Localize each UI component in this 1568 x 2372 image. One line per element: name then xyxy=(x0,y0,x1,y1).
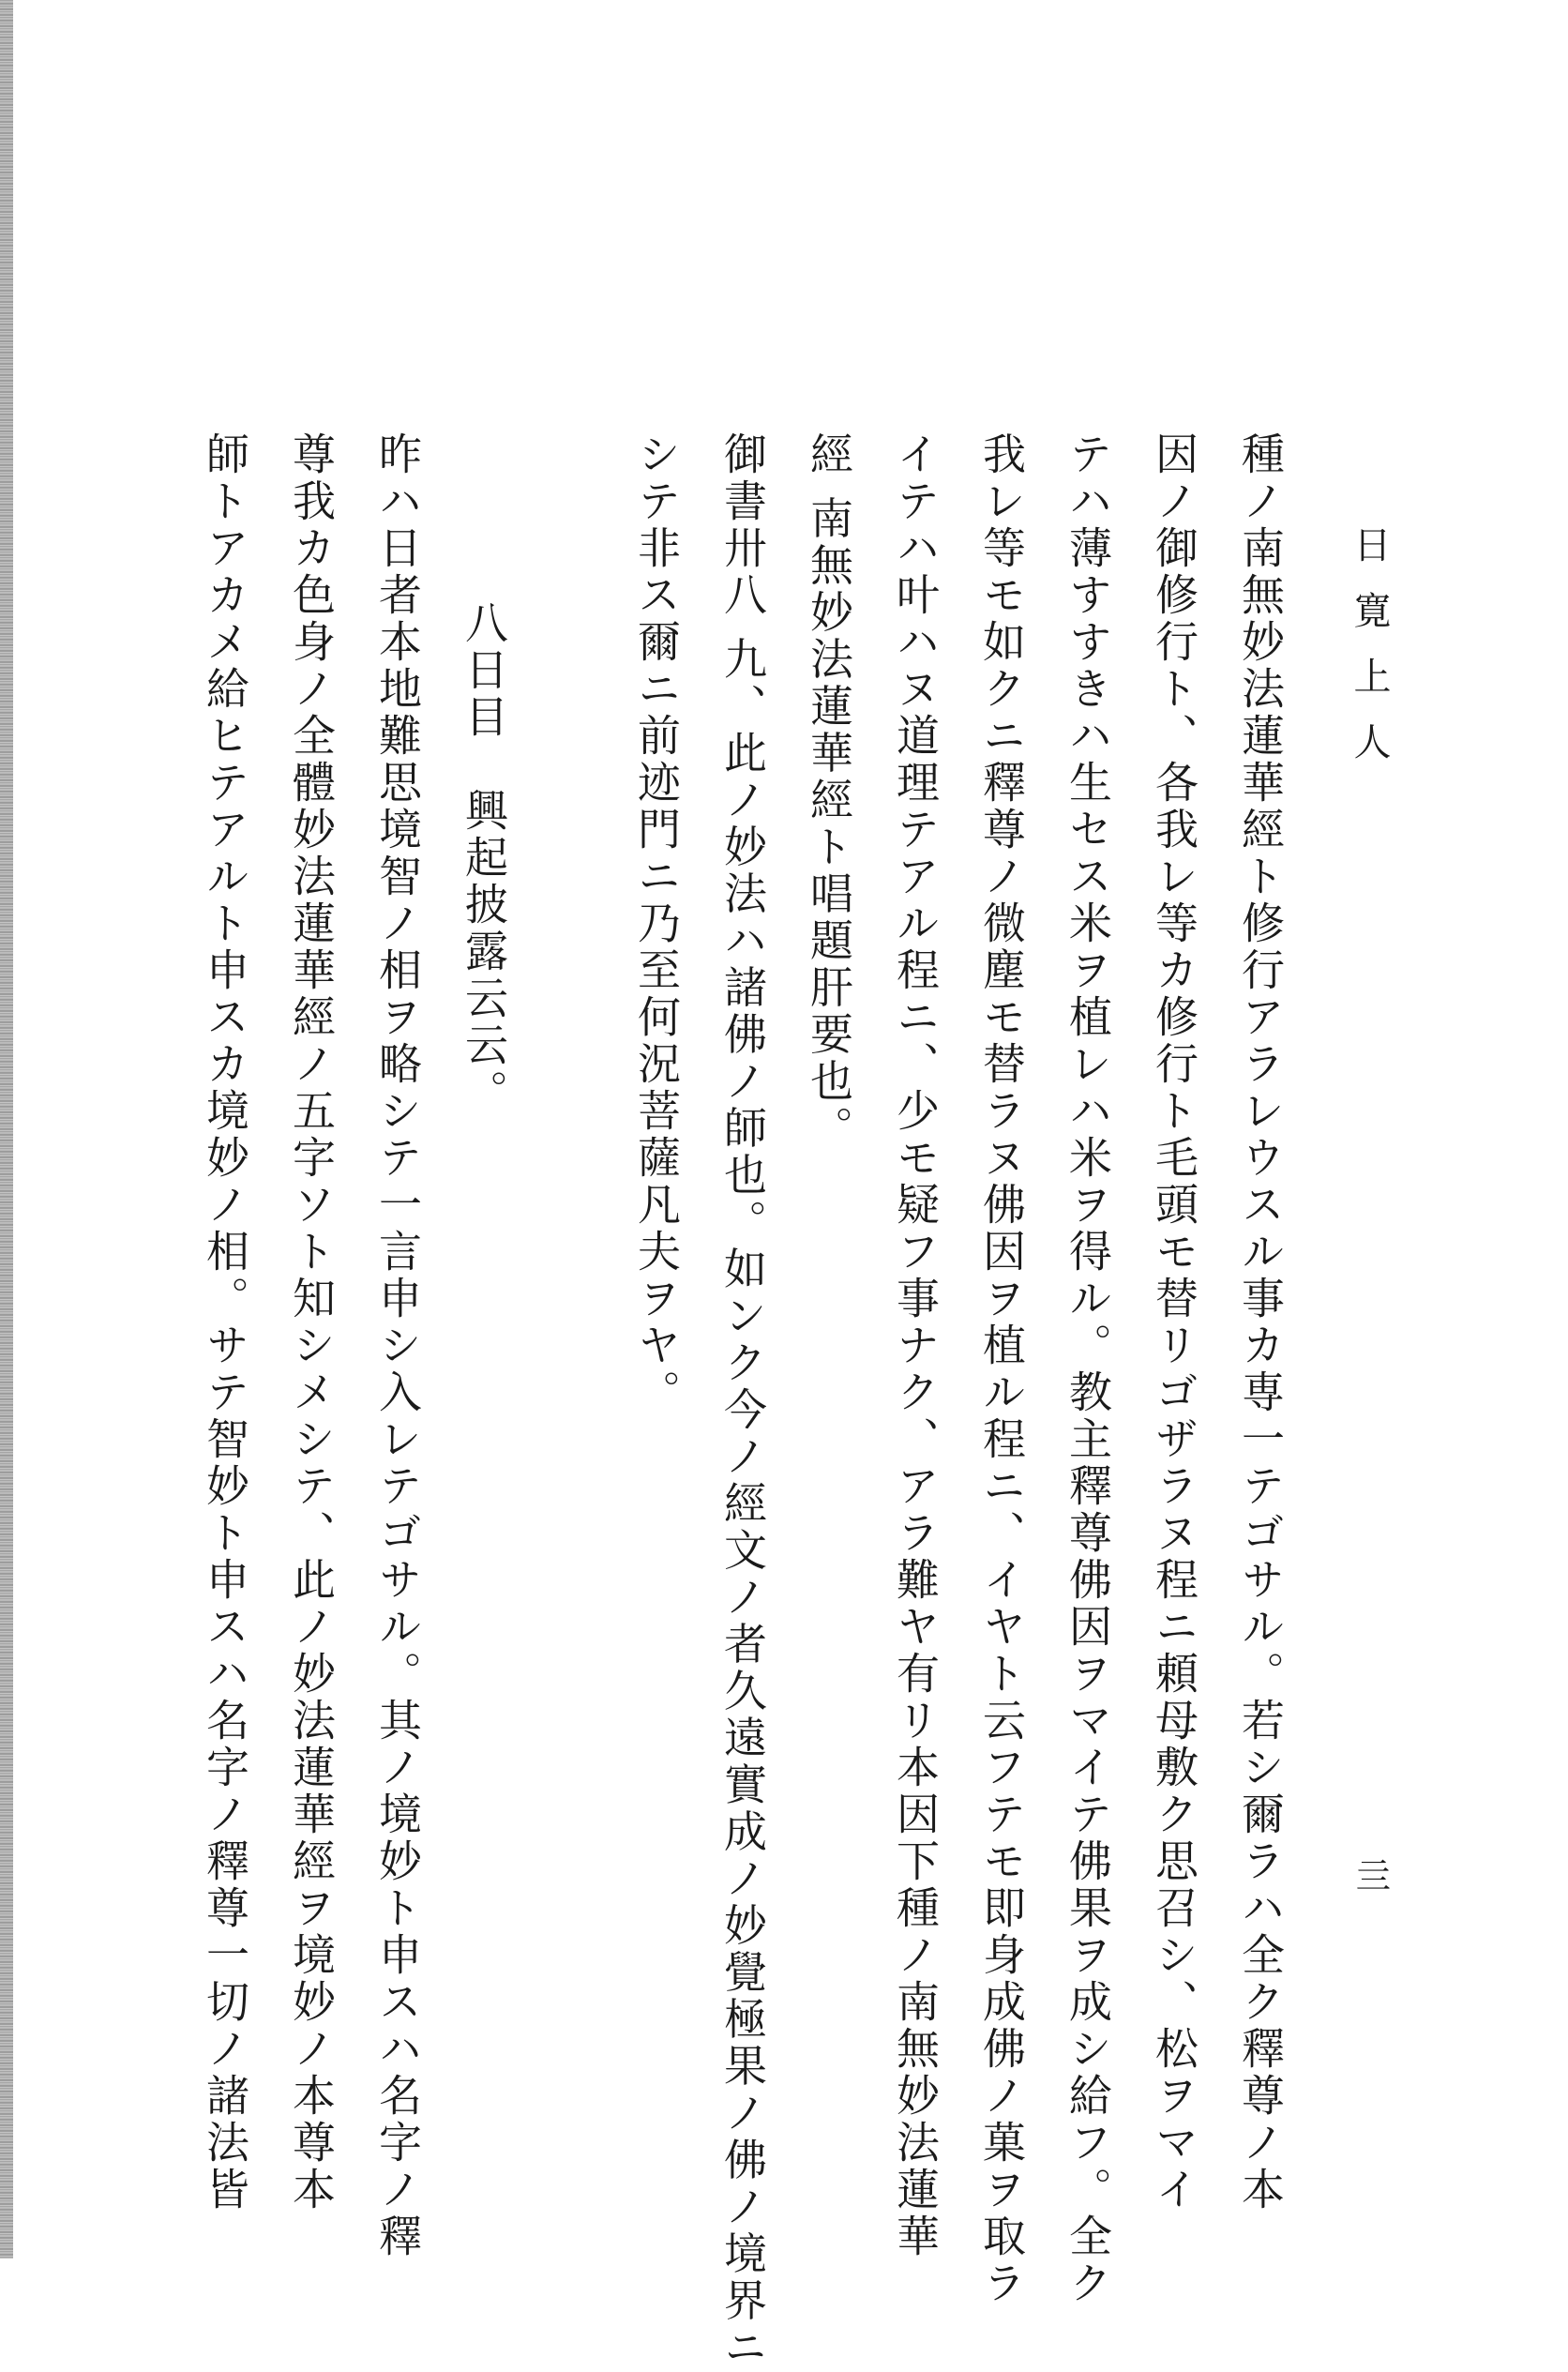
text-column: 師トアカメ給ヒテアルト申スカ境妙ノ相。サテ智妙ト申スハ名字ノ釋尊一切ノ諸法皆 xyxy=(200,431,250,2213)
text-column: 我レ等モ如クニ釋尊ノ微塵モ替ラヌ佛因ヲ植ル程ニ、イヤト云フテモ即身成佛ノ菓ヲ取ラ xyxy=(976,431,1027,2307)
text-column: 因ノ御修行ト、各我レ等カ修行ト毛頭モ替リゴザラヌ程ニ頼母敷ク思召シ、松ヲマイ xyxy=(1149,431,1199,2213)
text-column: シテ非ス爾ニ前迹門ニ乃至何況菩薩凡夫ヲヤ。 xyxy=(631,431,682,1416)
text-column: テハ薄すすきハ生セス米ヲ植レハ米ヲ得ル。教主釋尊佛因ヲマイテ佛果ヲ成シ給フ。全ク xyxy=(1063,431,1113,2307)
text-column: 御書卅八 九、此ノ妙法ハ諸佛ノ師也。如ンク今ノ經文ノ者久遠實成ノ妙覺極果ノ佛ノ境界ニ xyxy=(717,431,768,2372)
text-column: 昨ハ日者本地難思境智ノ相ヲ略シテ一言申シ入レテゴサル。其ノ境妙ト申スハ名字ノ釋 xyxy=(372,431,423,2260)
text-column: 種ノ南無妙法蓮華經ト修行アラレウスル事カ専一テゴサル。若シ爾ラハ全ク釋尊ノ本 xyxy=(1235,431,1286,2213)
section-heading: 八日目 興起披露云云。 xyxy=(459,600,509,1116)
text-column: 尊我カ色身ノ全體妙法蓮華經ノ五字ソト知シメシテ、此ノ妙法蓮華經ヲ境妙ノ本尊本 xyxy=(286,431,337,2213)
page-number: 亖 xyxy=(1349,1857,1391,1893)
running-head: 日寛上人 xyxy=(1348,525,1391,788)
text-column: イテハ叶ハヌ道理テアル程ニ、少モ疑フ事ナク、アラ難ヤ有リ本因下種ノ南無妙法蓮華 xyxy=(890,431,941,2260)
binding-edge xyxy=(0,0,13,2259)
text-column: 經 南無妙法蓮華經ト唱題肝要也。 xyxy=(804,431,854,1153)
